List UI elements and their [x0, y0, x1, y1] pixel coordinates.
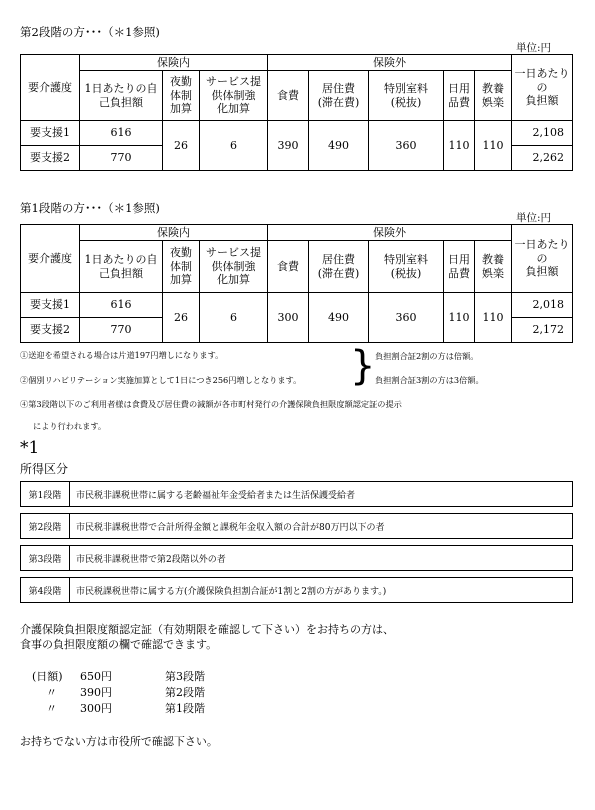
header-uninsured: 保険外 [268, 225, 512, 241]
special-room-cell: 360 [369, 121, 444, 171]
income-desc: 市民税非課税世帯に属する老齢福祉年金受給者または生活保護受給者 [70, 482, 573, 507]
income-level: 第1段階 [21, 482, 70, 507]
copay-cell: 770 [80, 146, 163, 171]
daily-goods-cell: 110 [444, 293, 475, 343]
header-care-level: 要介護度 [21, 225, 80, 293]
total-cell: 2,262 [512, 146, 573, 171]
certificate-text: 介護保険負担限度額認定証（有効期限を確認して下さい）をお持ちの方は、 食事の負担限度額の欄で確認できます。 [20, 623, 394, 651]
stage2-heading: 第2段階の方･･･（＊1参照) [20, 25, 160, 39]
night-cell: 26 [163, 293, 200, 343]
food-cell: 390 [268, 121, 309, 171]
food-cell: 300 [268, 293, 309, 343]
header-insured: 保険内 [80, 55, 268, 71]
daily-amount: 390円 [80, 686, 112, 699]
header-copay: 1日あたりの自 己負担額 [80, 241, 163, 293]
header-residence: 居住費 (滞在費) [309, 241, 369, 293]
header-culture: 教養 娯楽 [475, 241, 512, 293]
income-level: 第4段階 [21, 578, 70, 603]
table-row-level: 要支援2 [21, 318, 80, 343]
culture-cell: 110 [475, 293, 512, 343]
header-service-enhancement: サービス提 供体制強 化加算 [200, 71, 268, 121]
daily-stage: 第1段階 [165, 702, 205, 715]
stage2-unit: 単位:円 [516, 42, 552, 54]
daily-stage: 第3段階 [165, 670, 205, 683]
table-row-level: 要支援2 [21, 146, 80, 171]
income-title: 所得区分 [20, 462, 69, 476]
footer-note: お持ちでない方は市役所で確認下さい。 [20, 735, 218, 748]
header-food: 食費 [268, 71, 309, 121]
header-care-level: 要介護度 [21, 55, 80, 121]
header-copay: 1日あたりの自 己負担額 [80, 71, 163, 121]
daily-amount: 300円 [80, 702, 112, 715]
residence-cell: 490 [309, 121, 369, 171]
header-daily-goods: 日用 品費 [444, 241, 475, 293]
header-daily-total: 一日あたり の 負担額 [512, 225, 573, 293]
night-cell: 26 [163, 121, 200, 171]
header-night-shift: 夜勤 体制 加算 [163, 241, 200, 293]
daily-stage: 第2段階 [165, 686, 205, 699]
note-reduction-cont: により行われます。 [33, 421, 107, 431]
header-daily-goods: 日用 品費 [444, 71, 475, 121]
note-reduction: ④第3段階以下のご利用者様は食費及び居住費の減額が各市町村発行の介護保険負担限度額認定証の提示 [20, 399, 402, 409]
daily-amount: 650円 [80, 670, 112, 683]
total-cell: 2,172 [512, 318, 573, 343]
ditto-mark: 〃 [46, 702, 57, 715]
income-level: 第3段階 [21, 546, 70, 571]
table-row-level: 要支援1 [21, 121, 80, 146]
stage1-unit: 単位:円 [516, 212, 552, 224]
ditto-mark: 〃 [46, 686, 57, 699]
note-rehabilitation: ②個別リハビリテーション実施加算として1日につき256円増しとなります。 [20, 375, 302, 385]
stage1-heading: 第1段階の方･･･（＊1参照) [20, 201, 160, 215]
header-culture: 教養 娯楽 [475, 71, 512, 121]
copay-cell: 616 [80, 121, 163, 146]
culture-cell: 110 [475, 121, 512, 171]
brace-icon: } [350, 343, 376, 389]
copay-cell: 770 [80, 318, 163, 343]
daily-label: (日額) [32, 670, 63, 683]
residence-cell: 490 [309, 293, 369, 343]
total-cell: 2,108 [512, 121, 573, 146]
service-cell: 6 [200, 121, 268, 171]
total-cell: 2,018 [512, 293, 573, 318]
header-insured: 保険内 [80, 225, 268, 241]
income-level: 第2段階 [21, 514, 70, 539]
header-uninsured: 保険外 [268, 55, 512, 71]
income-desc: 市民税非課税世帯で第2段階以外の者 [70, 546, 573, 571]
table-row-level: 要支援1 [21, 293, 80, 318]
income-desc: 市民税課税世帯に属する方(介護保険負担割合証が1割と2割の方があります。) [70, 578, 573, 603]
header-night-shift: 夜勤 体制 加算 [163, 71, 200, 121]
income-desc: 市民税非課税世帯で合計所得金額と課税年金収入額の合計が80万円以下の者 [70, 514, 573, 539]
header-special-room: 特別室料 (税抜) [369, 241, 444, 293]
header-residence: 居住費 (滞在費) [309, 71, 369, 121]
note-triple-rate: 負担割合証3割の方は3倍額。 [375, 375, 484, 385]
stage1-fee-table [20, 224, 573, 343]
header-special-room: 特別室料 (税抜) [369, 71, 444, 121]
note-transport: ①送迎を希望される場合は片道197円増しになります。 [20, 350, 224, 360]
header-daily-total: 一日あたり の 負担額 [512, 55, 573, 121]
daily-goods-cell: 110 [444, 121, 475, 171]
income-table [20, 481, 573, 603]
note-double-rate: 負担割合証2割の方は倍額。 [375, 351, 479, 361]
header-service-enhancement: サービス提 供体制強 化加算 [200, 241, 268, 293]
stage2-fee-table [20, 54, 573, 171]
footnote-marker: *1 [20, 438, 40, 458]
copay-cell: 616 [80, 293, 163, 318]
service-cell: 6 [200, 293, 268, 343]
header-food: 食費 [268, 241, 309, 293]
special-room-cell: 360 [369, 293, 444, 343]
